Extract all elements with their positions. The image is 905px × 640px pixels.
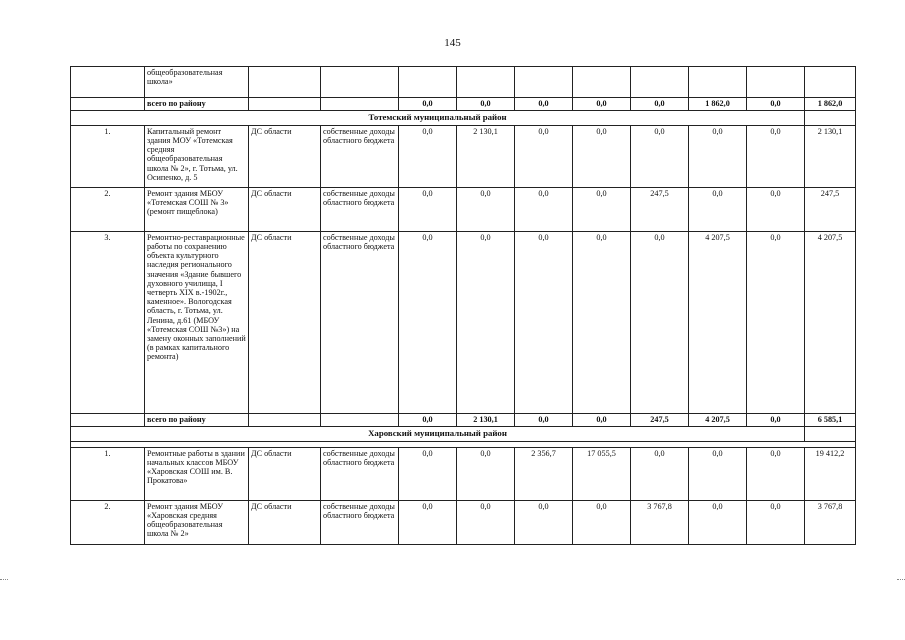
section-title: Тотемский муниципальный район bbox=[71, 111, 805, 126]
value-cell: 0,0 bbox=[689, 500, 747, 544]
value-cell: 3 767,8 bbox=[805, 500, 856, 544]
table-row bbox=[71, 231, 856, 413]
value-cell: 0,0 bbox=[747, 231, 805, 413]
value-cell: 4 207,5 bbox=[689, 413, 747, 426]
value-cell: 0,0 bbox=[573, 187, 631, 231]
value-cell: 19 412,2 bbox=[805, 447, 856, 500]
value-cell: 0,0 bbox=[515, 125, 573, 187]
value-cell: 0,0 bbox=[631, 231, 689, 413]
value-cell: 0,0 bbox=[457, 447, 515, 500]
value-cell: 1 862,0 bbox=[805, 98, 856, 111]
value-cell: 2 356,7 bbox=[515, 447, 573, 500]
recipient: ДС области bbox=[249, 125, 321, 187]
value-cell: 0,0 bbox=[573, 500, 631, 544]
funding-source: собственные доходы областного бюджета bbox=[321, 231, 399, 413]
section-row bbox=[71, 111, 856, 126]
recipient: ДС области bbox=[249, 231, 321, 413]
funding-source: собственные доходы областного бюджета bbox=[321, 500, 399, 544]
funding-source: собственные доходы областного бюджета bbox=[321, 125, 399, 187]
value-cell: 0,0 bbox=[515, 231, 573, 413]
row-index: 1. bbox=[71, 447, 145, 500]
value-cell: 0,0 bbox=[747, 500, 805, 544]
value-cell: 0,0 bbox=[399, 413, 457, 426]
object-name: Ремонт здания МБОУ «Тотемская СОШ № 3» (ремонт пищеблока) bbox=[145, 187, 249, 231]
section-row bbox=[71, 426, 856, 441]
total-row bbox=[71, 413, 856, 426]
value-cell: 0,0 bbox=[573, 125, 631, 187]
value-cell: 0,0 bbox=[747, 98, 805, 111]
total-label: всего по району bbox=[145, 98, 249, 111]
value-cell: 0,0 bbox=[747, 187, 805, 231]
value-cell: 0,0 bbox=[457, 187, 515, 231]
object-name: общеобразовательная школа» bbox=[145, 67, 249, 98]
row-index: 1. bbox=[71, 125, 145, 187]
value-cell: 0,0 bbox=[399, 125, 457, 187]
recipient: ДС области bbox=[249, 500, 321, 544]
scan-edge-mark bbox=[897, 579, 905, 580]
total-row bbox=[71, 98, 856, 111]
value-cell: 0,0 bbox=[573, 98, 631, 111]
value-cell: 0,0 bbox=[631, 447, 689, 500]
value-cell: 0,0 bbox=[631, 98, 689, 111]
table-row bbox=[71, 500, 856, 544]
funding-source: собственные доходы областного бюджета bbox=[321, 187, 399, 231]
value-cell: 0,0 bbox=[399, 98, 457, 111]
value-cell: 0,0 bbox=[399, 447, 457, 500]
object-name: Ремонтные работы в здании начальных классов МБОУ «Харовская СОШ им. В. Прокатова» bbox=[145, 447, 249, 500]
value-cell: 0,0 bbox=[515, 187, 573, 231]
value-cell: 4 207,5 bbox=[805, 231, 856, 413]
row-index: 2. bbox=[71, 500, 145, 544]
page-number: 145 bbox=[444, 37, 461, 49]
row-index bbox=[71, 67, 145, 98]
value-cell: 0,0 bbox=[515, 500, 573, 544]
value-cell: 3 767,8 bbox=[631, 500, 689, 544]
value-cell: 0,0 bbox=[689, 125, 747, 187]
value-cell: 247,5 bbox=[631, 187, 689, 231]
section-title: Харовский муниципальный район bbox=[71, 426, 805, 441]
value-cell: 0,0 bbox=[689, 447, 747, 500]
value-cell: 4 207,5 bbox=[689, 231, 747, 413]
value-cell: 0,0 bbox=[515, 98, 573, 111]
value-cell: 0,0 bbox=[399, 231, 457, 413]
value-cell: 0,0 bbox=[399, 500, 457, 544]
table-row bbox=[71, 125, 856, 187]
value-cell: 0,0 bbox=[747, 447, 805, 500]
value-cell: 2 130,1 bbox=[805, 125, 856, 187]
object-name: Ремонтно-реставрационные работы по сохранению объекта культурного наследия регионального значения «Здание бывшего духовного училища, I четверть XIX в.-1902г., каменное». Вологодская область, г. Тотьма, ул. Ленина, д.61 (МБОУ «Тотемская СОШ №3») на замену оконных заполнений (в рамках капитального ремонта) bbox=[145, 231, 249, 413]
value-cell: 17 055,5 bbox=[573, 447, 631, 500]
table-row-continuation bbox=[71, 67, 856, 98]
value-cell: 0,0 bbox=[573, 413, 631, 426]
funding-source: собственные доходы областного бюджета bbox=[321, 447, 399, 500]
value-cell: 0,0 bbox=[747, 413, 805, 426]
table-row bbox=[71, 447, 856, 500]
value-cell: 0,0 bbox=[631, 125, 689, 187]
value-cell: 0,0 bbox=[457, 231, 515, 413]
value-cell: 0,0 bbox=[573, 231, 631, 413]
value-cell: 0,0 bbox=[399, 187, 457, 231]
value-cell: 0,0 bbox=[747, 125, 805, 187]
value-cell: 2 130,1 bbox=[457, 413, 515, 426]
value-cell: 1 862,0 bbox=[689, 98, 747, 111]
recipient: ДС области bbox=[249, 187, 321, 231]
budget-table bbox=[70, 66, 856, 545]
value-cell: 0,0 bbox=[457, 98, 515, 111]
scan-edge-mark bbox=[0, 579, 8, 580]
value-cell: 6 585,1 bbox=[805, 413, 856, 426]
value-cell: 0,0 bbox=[515, 413, 573, 426]
table-row bbox=[71, 187, 856, 231]
value-cell: 0,0 bbox=[457, 500, 515, 544]
row-index: 2. bbox=[71, 187, 145, 231]
value-cell: 247,5 bbox=[805, 187, 856, 231]
object-name: Ремонт здания МБОУ «Харовская средняя общеобразовательная школа № 2» bbox=[145, 500, 249, 544]
row-index: 3. bbox=[71, 231, 145, 413]
value-cell: 2 130,1 bbox=[457, 125, 515, 187]
total-label: всего по району bbox=[145, 413, 249, 426]
value-cell: 0,0 bbox=[689, 187, 747, 231]
recipient: ДС области bbox=[249, 447, 321, 500]
value-cell: 247,5 bbox=[631, 413, 689, 426]
object-name: Капитальный ремонт здания МОУ «Тотемская средняя общеобразовательная школа № 2», г. Тотьма, ул. Осипенко, д. 5 bbox=[145, 125, 249, 187]
